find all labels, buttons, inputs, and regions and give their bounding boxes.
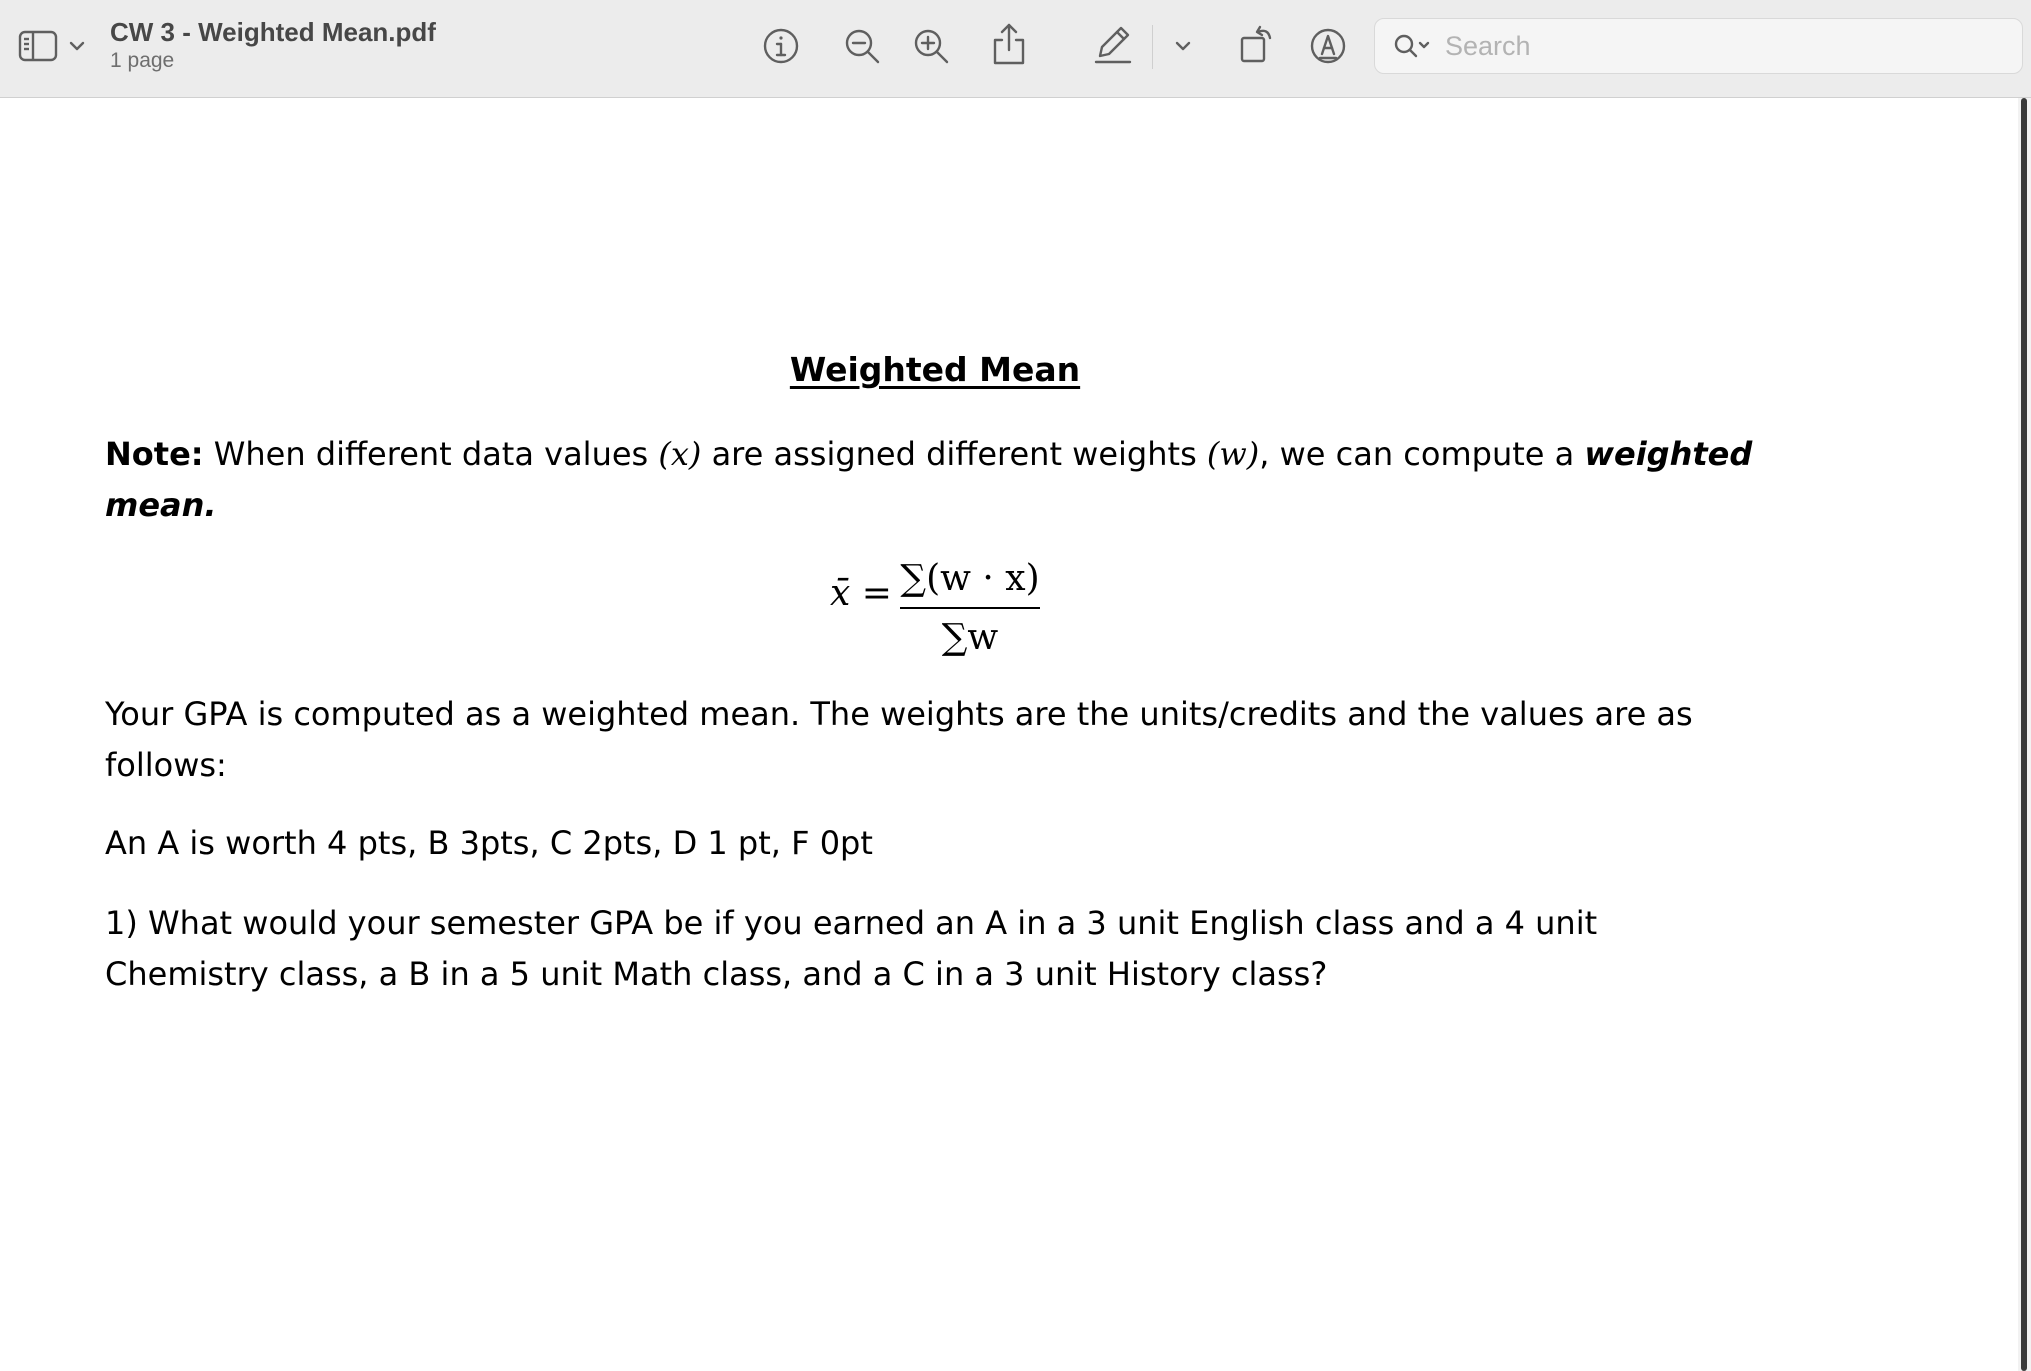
toolbar (0, 0, 2031, 98)
question-paragraph: 1) What would your semester GPA be if you earned an A in a 3 unit English class and a 4 unit Chemistry class, a B in a 5 unit Math class, and a C in a 3 unit History class? (105, 904, 1598, 993)
fraction-bar (900, 607, 1040, 609)
rotate-button[interactable] (1236, 22, 1278, 66)
chevron-down-icon (1175, 41, 1191, 51)
sidebar-icon (18, 29, 58, 63)
markup-icon (1309, 27, 1347, 65)
note-emphasis: weighted mean. (105, 435, 1753, 524)
note-text-2: are assigned different weights (701, 435, 1207, 473)
note-text-1: When different data values (203, 435, 659, 473)
chevron-down-icon (69, 41, 85, 51)
zoom-out-icon (843, 27, 881, 65)
scrollbar[interactable] (2018, 98, 2031, 1371)
var-x: (x) (658, 435, 702, 473)
highlight-menu-button[interactable] (1172, 36, 1194, 56)
var-w: (w) (1206, 435, 1260, 473)
zoom-out-button[interactable] (840, 24, 884, 68)
sidebar-toggle-button[interactable] (18, 26, 58, 66)
share-icon (992, 22, 1026, 66)
page-title: Weighted Mean (789, 350, 1081, 389)
formula-denominator: ∑w (941, 617, 999, 658)
highlight-button[interactable] (1092, 22, 1134, 66)
gpa-paragraph: Your GPA is computed as a weighted mean. The weights are the units/credits and the values are as follows: (105, 695, 1693, 784)
zoom-in-button[interactable] (909, 24, 953, 68)
zoom-in-icon (912, 27, 950, 65)
pen-icon (1094, 24, 1132, 64)
title-block (110, 16, 436, 74)
note-paragraph (105, 429, 1755, 531)
toolbar-divider (1152, 25, 1153, 69)
formula-numerator: ∑(w · x) (900, 558, 1040, 599)
document-page (0, 98, 2018, 1371)
info-icon (762, 27, 800, 65)
sidebar-menu-button[interactable] (66, 36, 88, 56)
markup-button[interactable] (1307, 24, 1349, 68)
scrollbar-thumb[interactable] (2021, 98, 2027, 1371)
formula-lhs: x̄ = (830, 573, 892, 614)
weighted-mean-formula (820, 553, 1050, 673)
rotate-icon (1238, 24, 1276, 64)
document-title: CW 3 - Weighted Mean.pdf (110, 17, 436, 47)
info-button[interactable] (761, 24, 801, 68)
search-field[interactable] (1374, 18, 2023, 74)
points-paragraph: An A is worth 4 pts, B 3pts, C 2pts, D 1 pt, F 0pt (105, 824, 873, 862)
page-count: 1 page (110, 49, 175, 72)
note-text-3: , we can compute a (1259, 435, 1585, 473)
search-input[interactable] (1445, 19, 2005, 73)
share-button[interactable] (988, 20, 1030, 68)
search-icon (1393, 33, 1433, 66)
formula-fraction (900, 553, 1040, 663)
note-label: Note: (105, 435, 204, 473)
